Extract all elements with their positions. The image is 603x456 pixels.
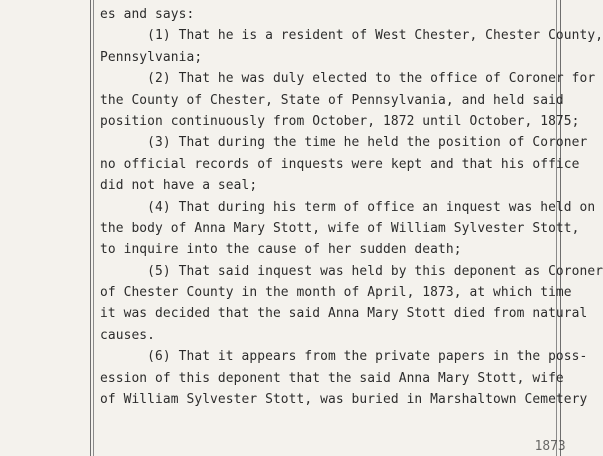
- left-margin-rule-inner: [93, 0, 94, 456]
- left-margin-rule: [90, 0, 91, 456]
- text-line: (5) That said inquest was held by this deponent as Coroner: [100, 263, 603, 279]
- text-line: the body of Anna Mary Stott, wife of William Sylvester Stott,: [100, 220, 580, 236]
- text-line: causes.: [100, 327, 156, 343]
- text-line: ession of this deponent that the said Anna Mary Stott, wife: [100, 370, 564, 386]
- text-line: Pennsylvania;: [100, 49, 203, 65]
- document-body: [100, 4, 603, 410]
- text-line: (2) That he was duly elected to the office of Coroner for: [100, 71, 596, 87]
- text-line: of Chester County in the month of April, 1873, at which time: [100, 285, 572, 301]
- text-line: it was decided that the said Anna Mary Stott died from natural: [100, 306, 588, 322]
- text-line: es and says:: [100, 7, 195, 22]
- text-line: did not have a seal;: [100, 178, 258, 194]
- text-line: (6) That it appears from the private papers in the poss-: [100, 349, 588, 365]
- text-line: (3) That during the time he held the position of Coroner: [100, 135, 588, 151]
- text-line: position continuously from October, 1872 until October, 1875;: [100, 113, 580, 129]
- text-line: of William Sylvester Stott, was buried in Marshaltown Cemetery: [100, 392, 588, 408]
- text-line: to inquire into the cause of her sudden death;: [100, 242, 462, 258]
- cut-off-line: [100, 439, 566, 456]
- text-line: (4) That during his term of office an inquest was held on: [100, 199, 596, 215]
- text-line: the County of Chester, State of Pennsylvania, and held said: [100, 92, 564, 108]
- text-line: no official records of inquests were kept and that his office: [100, 156, 580, 172]
- cut-off-line-text: 1873: [100, 439, 566, 454]
- text-line: (1) That he is a resident of West Chester, Chester County,: [100, 28, 603, 44]
